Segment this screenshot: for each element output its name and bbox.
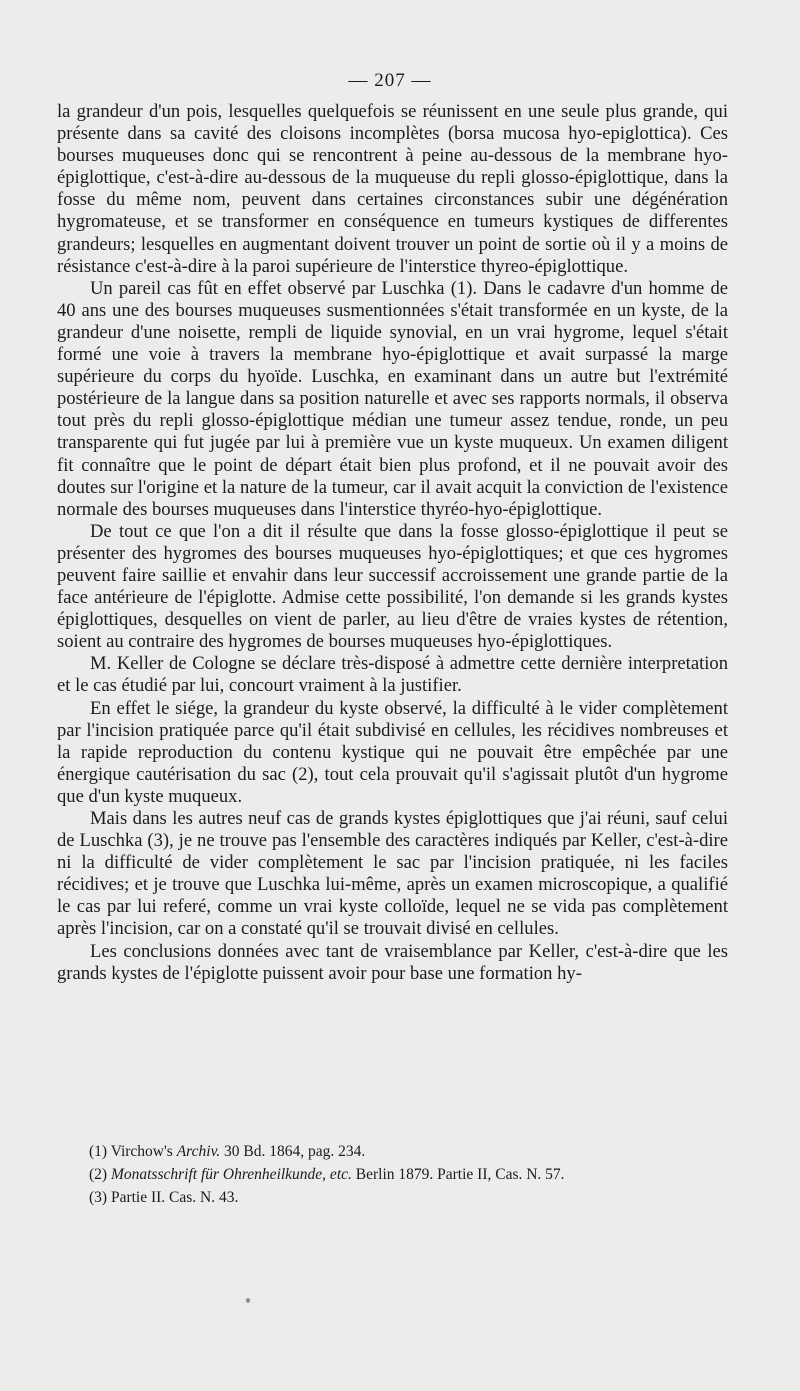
footnote-details: Partie II. Cas. N. 43.: [110, 1189, 239, 1206]
paragraph-4: M. Keller de Cologne se déclare très-disposé à admettre cette dernière interpretation et le cas étudié par lui, concourt vraiment à la justifier.: [57, 653, 728, 697]
footnotes: [89, 1140, 729, 1209]
page-number: — 207 —: [348, 70, 432, 91]
paper-speck: [246, 1298, 250, 1303]
body-text: [57, 101, 728, 985]
footnote-1: [89, 1140, 729, 1163]
footnote-title: Archiv.: [176, 1143, 221, 1160]
footnote-details: Berlin 1879. Partie II, Cas. N. 57.: [355, 1166, 565, 1183]
footnote-mark: (1): [89, 1143, 108, 1160]
footnote-mark: (3): [89, 1189, 108, 1206]
paragraph-2: Un pareil cas fût en effet observé par Luschka (1). Dans le cadavre d'un homme de 40 ans une des bourses muqueuses susmentionnées s'était transformée en un kyste, de la grandeur d'une noisette, rempli de liquide synovial, en un vrai hygrome, lequel s'était formé une voie à travers la membrane hyo-épiglottique et avait surpassé la marge supérieure du corps du hyoïde. Luschka, en examinant dans un autre but l'extrémité postérieure de la langue dans sa position naturelle et avec ses rapports normals, il observa tout près du repli glosso-épiglottique médian une tumeur assez tendue, ronde, un peu transparente qui fut jugée par lui à première vue un kyste muqueux. Un examen diligent fit connaître que le point de départ était bien plus profond, et il ne pouvait avoir des doutes sur l'origine et la nature de la tumeur, car il avait acquit la conviction de l'existence normale des bourses muqueuses dans l'interstice thyréo-hyo-épiglottique.: [57, 277, 728, 520]
footnote-author: Virchow's: [110, 1143, 173, 1160]
paragraph-5: En effet le siége, la grandeur du kyste observé, la difficulté à le vider complètement par l'incision pratiquée parce qu'il était subdivisé en cellules, les récidives nombreuses et la rapide reproduction du contenu kystique qui ne pouvait être empêchée par une énergique cautérisation du sac (2), tout cela prouvait qu'il s'agissait plutôt d'un hygrome que d'un kyste muqueux.: [57, 697, 728, 807]
footnote-2: [89, 1163, 729, 1186]
paragraph-6: Mais dans les autres neuf cas de grands kystes épiglottiques que j'ai réuni, sauf celui de Luschka (3), je ne trouve pas l'ensemble des caractères indiqués par Keller, c'est-à-dire ni la difficulté de vider complètement le sac par l'incision pratiquée, ni les faciles récidives; et je trouve que Luschka lui-même, après un examen microscopique, a qualifié le cas par lui referé, comme un vrai kyste colloïde, lequel ne se vida pas complètement après l'incision, car on a constaté qu'il se trouvait divisé en cellules.: [57, 808, 728, 940]
footnote-3: [89, 1186, 729, 1209]
paragraph-7: Les conclusions données avec tant de vraisemblance par Keller, c'est-à-dire que les grands kystes de l'épiglotte puissent avoir pour base une formation hy-: [57, 940, 728, 984]
footnote-title: Monatsschrift für Ohrenheilkunde, etc.: [110, 1166, 352, 1183]
paragraph-1: la grandeur d'un pois, lesquelles quelquefois se réunissent en une seule plus grande, qui présente dans sa cavité des cloisons incomplètes (borsa mucosa hyo-epiglottica). Ces bourses muqueuses donc qui se rencontrent à peine au-dessous de la membrane hyo-épiglottique, c'est-à-dire au-dessous de la muqueuse du repli glosso-épiglottique, dans la fosse du même nom, peuvent dans certaines circonstances subir une dégénération hygromateuse, et se transformer en conséquence en tumeurs kystiques de differentes grandeurs; lesquelles en augmentant doivent trouver un point de sortie où il y a moins de résistance c'est-à-dire à la paroi supérieure de l'interstice thyreo-épiglottique.: [57, 101, 728, 277]
paragraph-3: De tout ce que l'on a dit il résulte que dans la fosse glosso-épiglottique il peut se présenter des hygromes des bourses muqueuses hyo-épiglottiques; et que ces hygromes peuvent faire saillie et envahir dans leur successif accroissement une grande partie de la face antérieure de l'épiglotte. Admise cette possibilité, l'on demande si les grands kystes épiglottiques, desquelles on vient de parler, au lieu d'être de vraies kystes de rétention, soient au contraire des hygromes de bourses muqueuses hyo-épiglottiques.: [57, 520, 728, 653]
footnote-mark: (2): [89, 1166, 108, 1183]
footnote-details: 30 Bd. 1864, pag. 234.: [224, 1143, 366, 1160]
